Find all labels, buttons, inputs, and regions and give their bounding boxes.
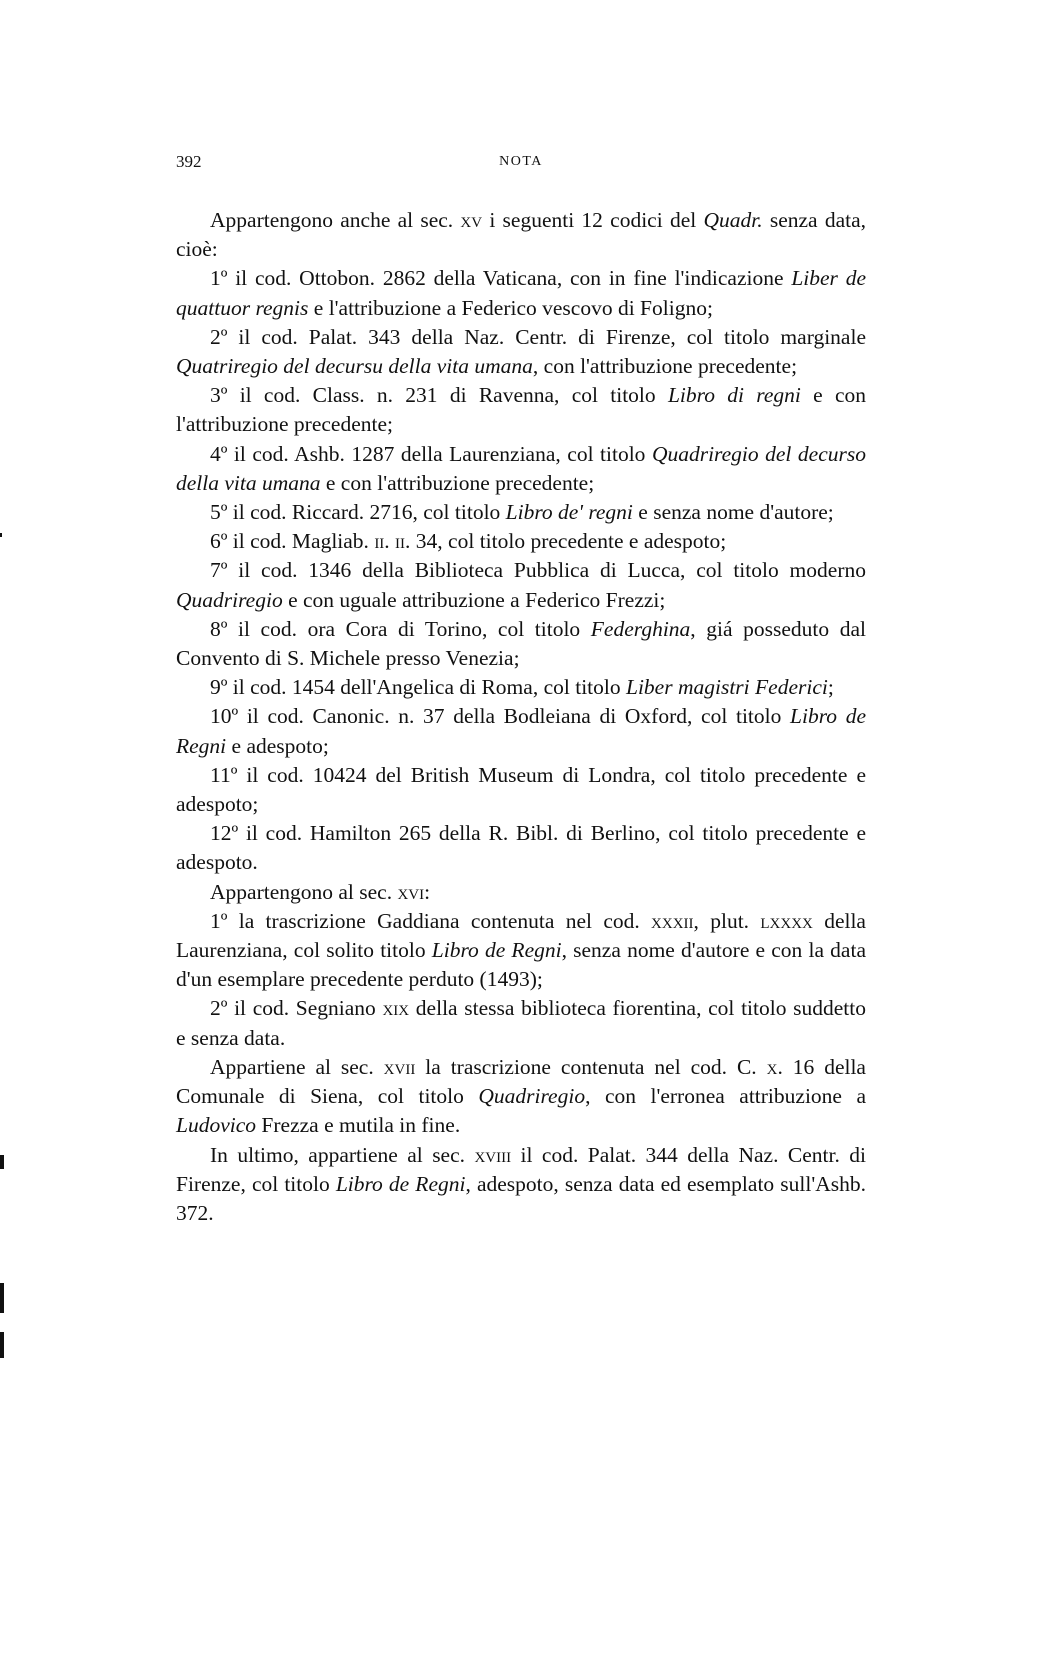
- paragraph: [176, 323, 866, 381]
- text-segment: :: [424, 879, 431, 904]
- text-segment: , adespoto, senza data ed esemplato sull'Ashb. 372.: [176, 1171, 866, 1225]
- text-segment: 7º il cod. 1346 della Biblioteca Pubblica di Lucca, col titolo moderno: [210, 558, 866, 583]
- text-segment: 4º il cod. Ashb. 1287 della Laurenziana, col titolo: [210, 441, 652, 466]
- paragraph: [176, 440, 866, 498]
- text-segment: , con l'attribuzione precedente;: [532, 354, 798, 379]
- text-segment: e con l'attribuzione precedente;: [176, 383, 866, 437]
- text-segment: 2º il cod. Segniano: [210, 996, 383, 1021]
- text-segment: e senza nome d'autore;: [632, 500, 834, 525]
- paragraph: [176, 556, 866, 614]
- small-caps-text: xvii: [383, 1054, 416, 1079]
- small-caps-text: x: [766, 1054, 778, 1079]
- italic-title: Quadriregio: [478, 1084, 586, 1109]
- text-segment: . 16 della Comunale di Siena, col titolo: [176, 1054, 866, 1109]
- text-segment: 11º il cod. 10424 del British Museum di Londra, col titolo precedente e adespoto;: [176, 762, 866, 817]
- text-segment: e adespoto;: [226, 733, 329, 758]
- italic-title: Libro de Regni: [335, 1171, 466, 1196]
- text-segment: In ultimo, appartiene al sec.: [210, 1142, 475, 1167]
- paragraph: [176, 702, 866, 760]
- paragraph: [176, 1053, 866, 1141]
- page-header: [176, 152, 866, 176]
- running-head: NOTA: [499, 154, 543, 169]
- text-segment: 2º il cod. Palat. 343 della Naz. Centr. di Firenze, col titolo marginale: [210, 324, 866, 349]
- italic-title: Liber magistri Federici: [626, 675, 828, 700]
- text-segment: , plut.: [693, 908, 761, 933]
- paragraph: [176, 907, 866, 995]
- small-caps-text: ii. ii.: [374, 529, 411, 554]
- paragraph: [176, 264, 866, 322]
- text-segment: senza data, cioè:: [176, 208, 866, 262]
- text-segment: 12º il cod. Hamilton 265 della R. Bibl. di Berlino, col titolo precedente e adespoto.: [176, 821, 866, 875]
- paragraph: [176, 1141, 866, 1229]
- italic-title: Quadr.: [703, 208, 763, 232]
- scan-artifact: [0, 533, 2, 537]
- page-number: 392: [176, 152, 202, 171]
- paragraph: [176, 819, 866, 877]
- text-segment: 3º il cod. Class. n. 231 di Ravenna, col titolo: [210, 383, 668, 408]
- small-caps-text: xv: [460, 208, 483, 232]
- text-segment: , senza nome d'autore e con la data d'un esemplare precedente perduto (1493);: [176, 938, 866, 992]
- text-segment: della Laurenziana, col solito titolo: [176, 908, 866, 963]
- text-segment: , con l'erronea attribuzione a: [585, 1084, 866, 1109]
- text-segment: 10º il cod. Canonic. n. 37 della Bodleiana di Oxford, col titolo: [210, 704, 791, 729]
- italic-title: Quadriregio: [176, 587, 283, 612]
- italic-title: Ludovico: [176, 1113, 257, 1138]
- paragraph: [176, 673, 866, 702]
- text-segment: 9º il cod. 1454 dell'Angelica di Roma, col titolo: [210, 675, 626, 700]
- scan-artifact: [0, 1332, 4, 1358]
- text-segment: 8º il cod. ora Cora di Torino, col titolo: [210, 616, 591, 641]
- text-segment: ;: [827, 675, 834, 700]
- text-segment: e con l'attribuzione precedente;: [320, 470, 595, 495]
- text-segment: 1º la trascrizione Gaddiana contenuta nel cod.: [210, 908, 652, 933]
- italic-title: Libro di regni: [667, 383, 801, 408]
- text-segment: della stessa biblioteca fiorentina, col titolo suddetto e senza data.: [176, 996, 866, 1050]
- paragraph: [176, 206, 866, 264]
- italic-title: Libro de Regni: [431, 938, 562, 963]
- text-segment: , giá posseduto dal Convento di S. Michele presso Venezia;: [176, 616, 866, 671]
- text-segment: il cod. Palat. 344 della Naz. Centr. di Firenze, col titolo: [176, 1142, 866, 1196]
- body-text: [176, 206, 866, 1228]
- paragraph: [176, 527, 866, 556]
- italic-title: Quadriregio del decurso della vita umana: [176, 441, 866, 495]
- scan-artifact: [0, 1283, 4, 1313]
- text-segment: e con uguale attribuzione a Federico Frezzi;: [282, 587, 666, 612]
- small-caps-text: xix: [382, 996, 410, 1021]
- italic-title: Federghina: [590, 616, 691, 641]
- text-segment: la trascrizione contenuta nel cod. C.: [415, 1054, 767, 1079]
- italic-title: Quatriregio del decursu della vita umana: [176, 354, 533, 379]
- small-caps-text: lxxxx: [760, 908, 813, 933]
- text-segment: e l'attribuzione a Federico vescovo di Foligno;: [308, 295, 713, 320]
- paragraph: [176, 381, 866, 439]
- scan-artifact: [0, 1155, 4, 1169]
- paragraph: [176, 498, 866, 527]
- text-segment: 34, col titolo precedente e adespoto;: [410, 529, 727, 554]
- small-caps-text: xvi: [397, 879, 425, 904]
- small-caps-text: xxxii: [651, 908, 694, 933]
- paragraph: [176, 615, 866, 673]
- text-segment: Appartengono al sec.: [210, 879, 398, 904]
- text-segment: Appartengono anche al sec.: [210, 208, 461, 232]
- text-segment: Appartiene al sec.: [210, 1054, 384, 1079]
- italic-title: Libro de' regni: [505, 500, 633, 525]
- text-segment: Frezza e mutila in fine.: [256, 1113, 461, 1138]
- text-segment: 5º il cod. Riccard. 2716, col titolo: [210, 500, 506, 525]
- small-caps-text: xviii: [474, 1142, 512, 1167]
- text-segment: 6º il cod. Magliab.: [210, 529, 375, 554]
- italic-title: Liber de quattuor regnis: [176, 266, 866, 320]
- paragraph: [176, 878, 866, 907]
- text-segment: i seguenti 12 codici del: [482, 208, 704, 232]
- paragraph: [176, 994, 866, 1052]
- text-segment: 1º il cod. Ottobon. 2862 della Vaticana, con in fine l'indicazione: [210, 266, 792, 291]
- italic-title: Libro de Regni: [176, 704, 866, 758]
- paragraph: [176, 761, 866, 819]
